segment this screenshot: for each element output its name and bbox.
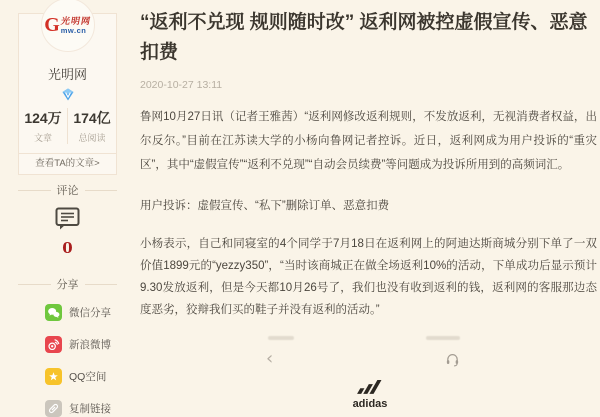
share-section-header: [18, 276, 117, 292]
share-weibo-label: 新浪微博: [69, 338, 111, 351]
side-rail: [18, 182, 117, 417]
stat-reads-value: 174亿: [73, 110, 111, 126]
wechat-icon: [45, 304, 62, 321]
adidas-mountain-icon: [346, 375, 394, 395]
view-articles-button[interactable]: 查看TA的文章>: [19, 153, 116, 174]
stat-reads: [67, 108, 116, 144]
customer-service-headset-icon: [445, 352, 460, 367]
qzone-star-icon: [45, 368, 62, 385]
avatar[interactable]: [41, 0, 95, 52]
article-paragraph-1: 鲁网10月27日讯（记者王雅茜）“返利网修改返利规则，不发放返利，无视消费者权益，出尔反尔。”目前在江苏读大学的小杨向鲁网记者控诉。近日，返利网成为用户投诉的“重灾区”，其中“虚假宣传”“返利不兑现”“自动会员续费”等问题成为投诉所用到的高频词汇。: [140, 111, 597, 171]
share-qzone-button[interactable]: [45, 367, 117, 385]
stat-reads-label: 总阅读: [78, 133, 106, 143]
logo-g-letter: G: [44, 13, 60, 36]
share-wechat-button[interactable]: [45, 303, 117, 321]
adidas-wordmark: adidas: [352, 398, 388, 410]
article-paragraph-2: 小杨表示，自己和同寝室的4个同学于7月18日在返利网上的阿迪达斯商城分别下单了一双价值1899元的“yezzy350”，“当时该商城正在做全场返利10%的活动，下单成功后显示预计9.30发放返利，但是今天都10月26号了，我们也没有收到返利的钱，返利网的客服那边态度恶劣，狡辩我们买的鞋子并没有返利的活动。”: [140, 238, 597, 316]
back-chevron-icon: ‹: [266, 348, 274, 369]
adidas-logo: [346, 375, 394, 410]
logo-domain: mw.cn: [60, 25, 87, 35]
share-section-label: 分享: [56, 279, 79, 291]
comment-section-label: 评论: [56, 185, 79, 197]
stat-articles: [19, 108, 67, 144]
article: [140, 0, 597, 411]
author-card: [18, 13, 117, 175]
share-section: [18, 276, 117, 417]
embedded-screenshot-image[interactable]: [250, 331, 490, 411]
comment-button[interactable]: [18, 207, 117, 235]
author-name: 光明网: [47, 67, 87, 82]
article-title: “返利不兑现 规则随时改” 返利网被控虚假宣传、恶意扣费: [140, 12, 588, 63]
divider: [85, 284, 118, 285]
share-copylink-button[interactable]: [45, 399, 117, 417]
share-weibo-button[interactable]: [45, 335, 117, 353]
divider: [85, 190, 118, 191]
article-subhead: 用户投诉：虚假宣传、“私下”删除订单、恶意扣费: [140, 200, 390, 212]
divider: [18, 190, 51, 191]
author-stats: [19, 108, 116, 144]
link-icon: [45, 400, 62, 417]
article-date: 2020-10-27 13:11: [140, 79, 223, 91]
share-wechat-label: 微信分享: [69, 306, 111, 319]
gmw-logo: [44, 13, 92, 36]
logo-calligraphy: 光明网: [59, 15, 92, 26]
comment-section-header: [18, 182, 117, 198]
stat-articles-value: 124万: [24, 110, 62, 126]
share-copylink-label: 复制链接: [69, 402, 111, 415]
share-qzone-label: QQ空间: [69, 370, 107, 383]
comment-bubble-icon: [55, 207, 80, 230]
weibo-icon: [45, 336, 62, 353]
comment-count: 0: [62, 239, 73, 257]
status-bar-smudge: [268, 336, 294, 340]
verified-badge-icon: [62, 88, 74, 101]
divider: [18, 284, 51, 285]
embed-status-bar: [268, 336, 460, 340]
status-bar-smudge: [426, 336, 460, 340]
stat-articles-label: 文章: [33, 133, 52, 143]
